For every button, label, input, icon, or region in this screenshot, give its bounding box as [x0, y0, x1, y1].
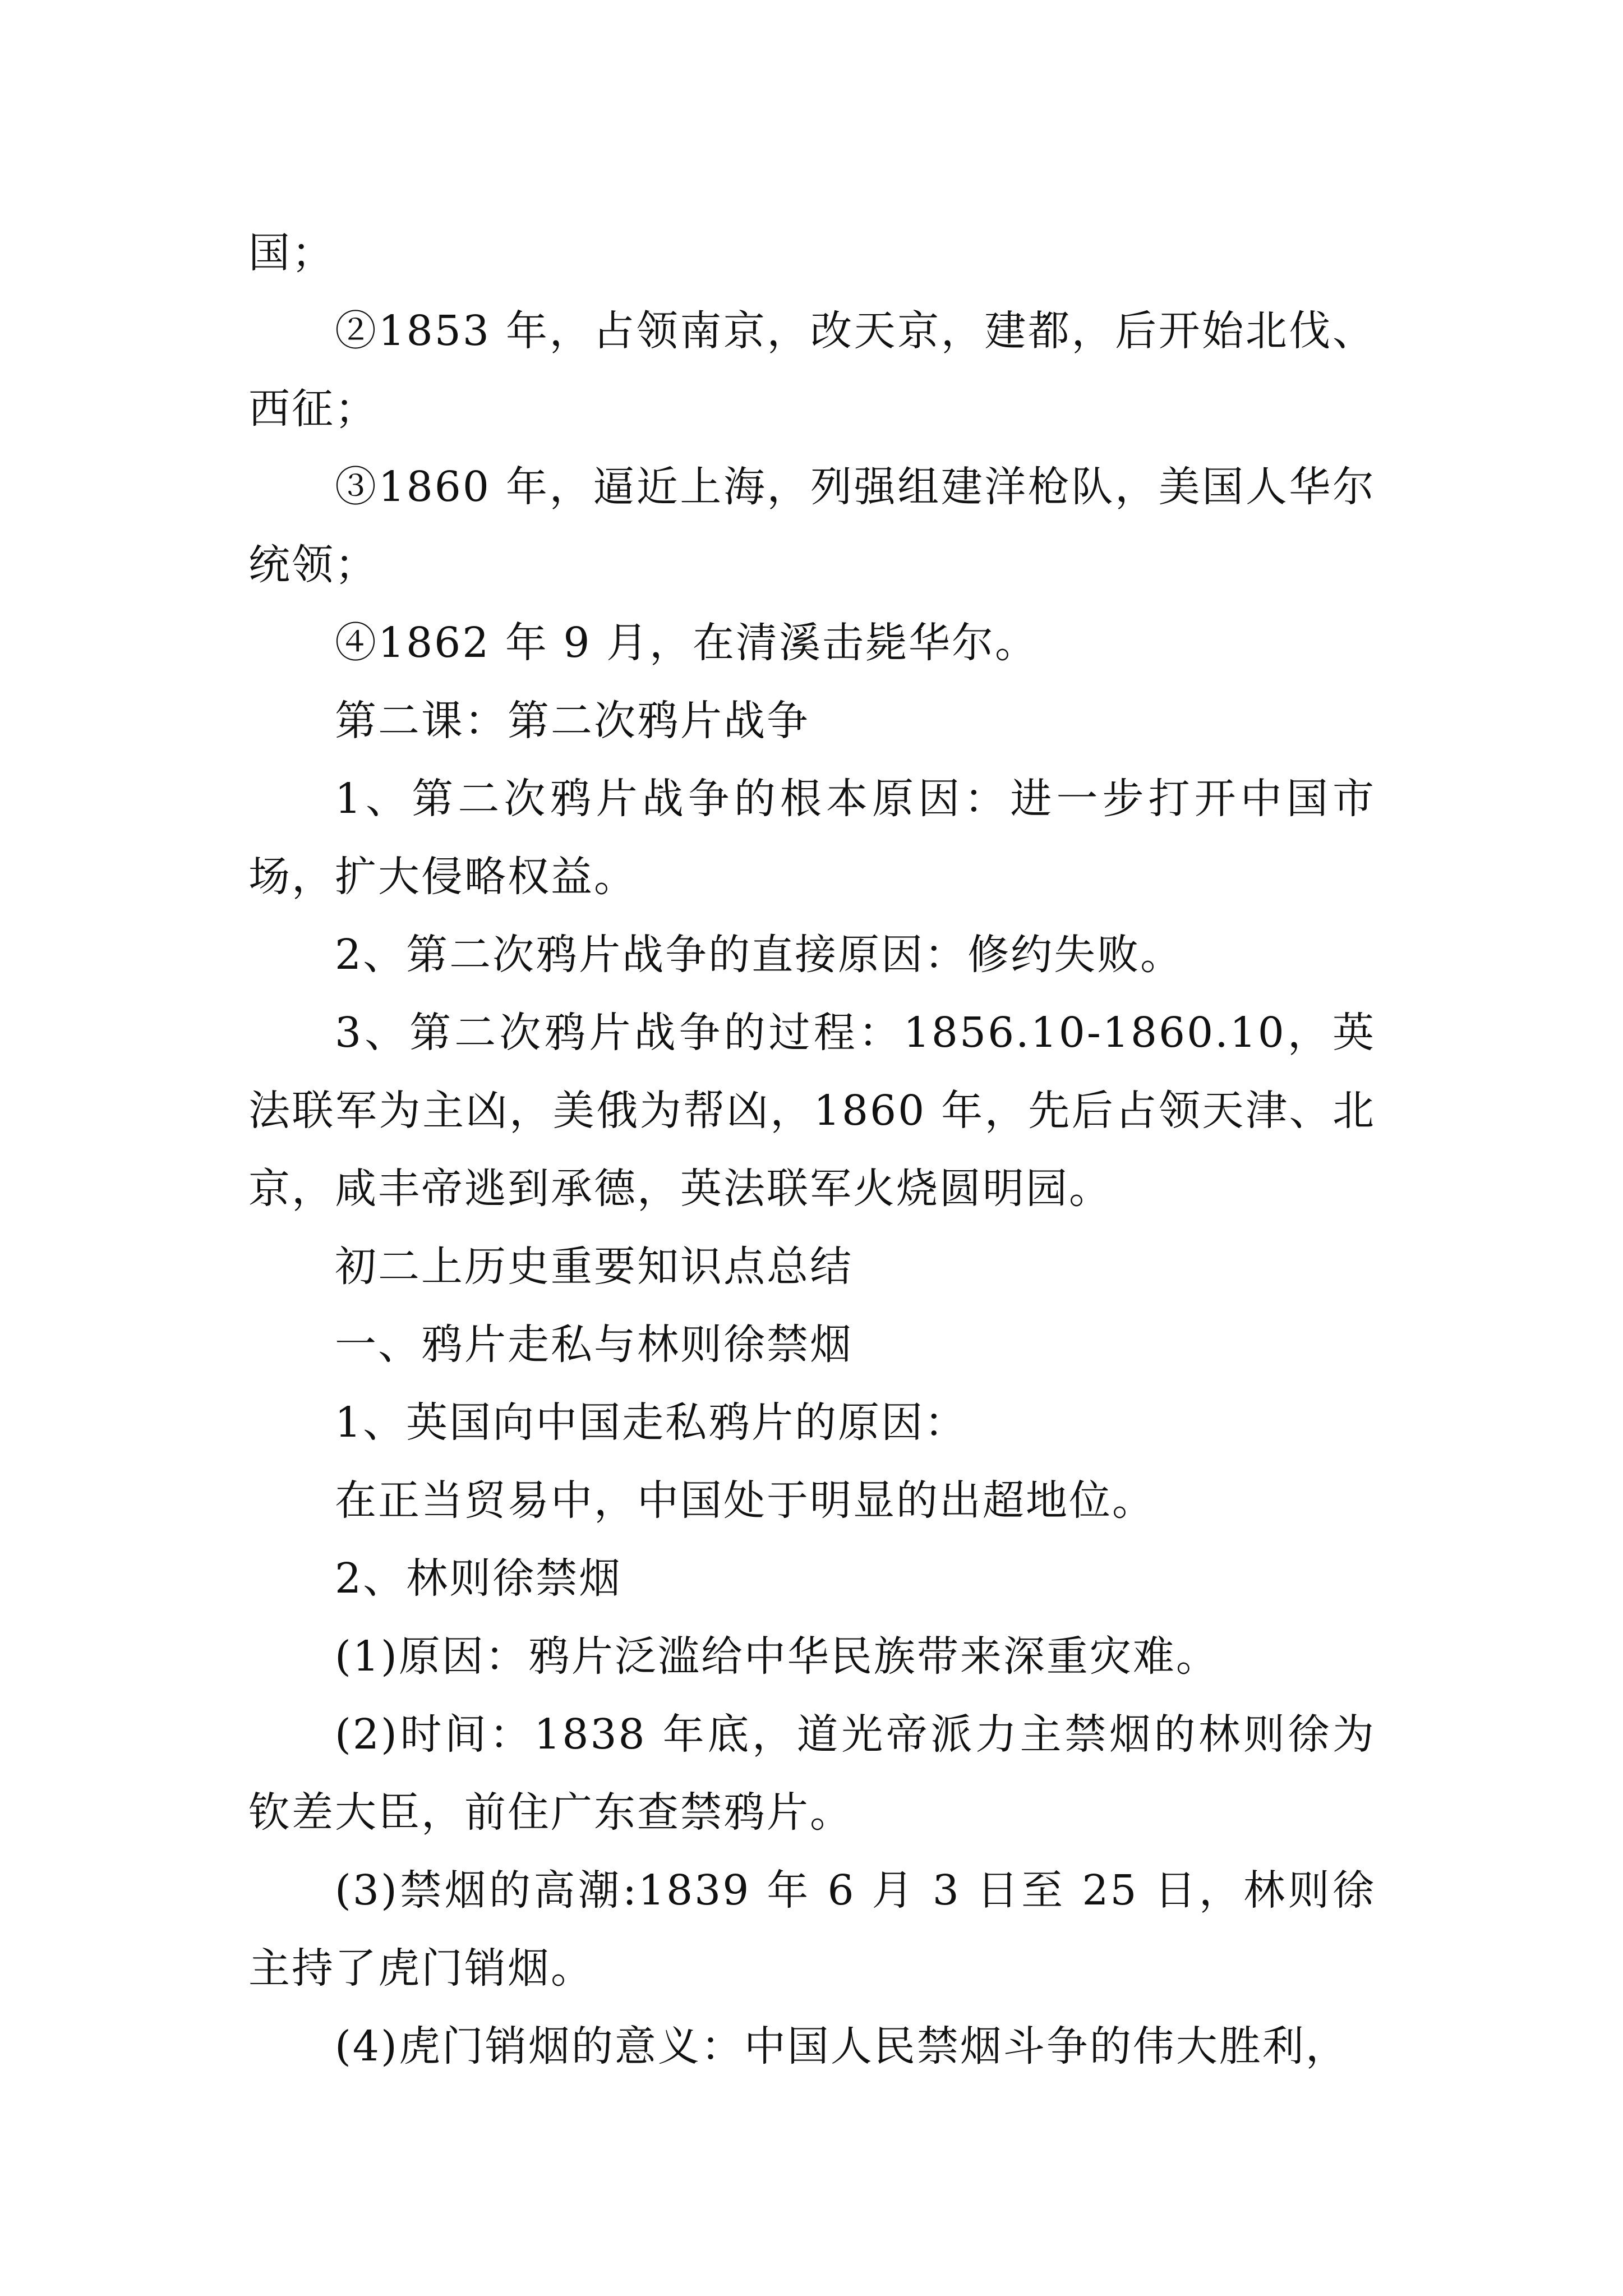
paragraph: 3、第二次鸦片战争的过程：1856.10-1860.10，英法联军为主凶，美俄为帮凶，1860 年，先后占领天津、北京，咸丰帝逃到承德，英法联军火烧圆明园。: [248, 1009, 1376, 1213]
document-body: [248, 214, 1376, 2086]
paragraph: ④1862 年 9 月，在清溪击毙华尔。: [335, 619, 1038, 667]
paragraph: 国；: [248, 229, 335, 277]
paragraph: 2、第二次鸦片战争的直接原因：修约失败。: [335, 931, 1184, 979]
subsection-heading: 2、林则徐禁烟: [335, 1554, 623, 1603]
paragraph: (3)禁烟的高潮:1839 年 6 月 3 日至 25 日，林则徐主持了虎门销烟。: [248, 1866, 1376, 1993]
paragraph: 在正当贸易中，中国处于明显的出超地位。: [335, 1476, 1155, 1525]
paragraph: 1、英国向中国走私鸦片的原因：: [335, 1398, 968, 1447]
paragraph: ②1853 年，占领南京，改天京，建都，后开始北伐、西征；: [248, 307, 1376, 433]
paragraph: (1)原因：鸦片泛滥给中华民族带来深重灾难。: [335, 1632, 1219, 1681]
paragraph: 1、第二次鸦片战争的根本原因：进一步打开中国市场，扩大侵略权益。: [248, 775, 1376, 901]
document-title: 初二上历史重要知识点总结: [335, 1243, 853, 1291]
paragraph: (2)时间：1838 年底，道光帝派力主禁烟的林则徐为钦差大臣，前住广东查禁鸦片。: [248, 1710, 1376, 1837]
section-heading: 一、鸦片走私与林则徐禁烟: [335, 1320, 853, 1369]
paragraph: (4)虎门销烟的意义：中国人民禁烟斗争的伟大胜利，: [335, 2022, 1349, 2070]
paragraph: ③1860 年，逼近上海，列强组建洋枪队，美国人华尔统领；: [248, 463, 1376, 589]
section-heading: 第二课：第二次鸦片战争: [335, 697, 810, 745]
